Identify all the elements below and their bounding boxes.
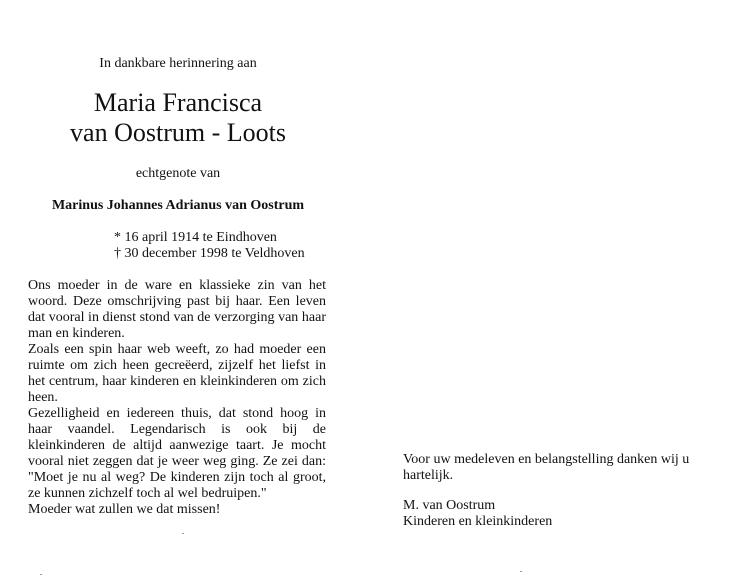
tribute-paragraph-2: Zoals een spin haar web weeft, zo had moeder een ruimte om zich heen gecreëerd, zijzelf het liefst in het centrum, haar kinderen en kleinkinderen om zich heen. (28, 342, 326, 405)
tribute-closing: Moeder wat zullen we dat missen! (28, 502, 221, 517)
deceased-name-line2: van Oostrum - Loots (70, 118, 286, 147)
deceased-name-line1: Maria Francisca (93, 88, 263, 117)
thanks-text: Voor uw medeleven en belangstelling danken wij u hartelijk. (403, 452, 690, 483)
death-date: † 30 december 1998 te Veldhoven (114, 246, 305, 261)
life-dates (114, 230, 334, 262)
memorial-left-panel (28, 0, 328, 581)
signature-line-2: Kinderen en kleinkinderen (403, 514, 553, 529)
tribute-paragraph-1: Ons moeder in de ware en klassieke zin van het woord. Deze omschrijving past bij haar. Een leven dat vooral in dienst stond van de verzorging van haar man en kinderen. (28, 278, 326, 341)
signature-line-1: M. van Oostrum (403, 498, 496, 513)
spouse-name: Marinus Johannes Adrianus van Oostrum (51, 198, 305, 213)
tribute-text (28, 278, 326, 518)
signature (403, 498, 703, 530)
scan-speck (520, 571, 522, 572)
spouse-label: echtgenote van (135, 166, 221, 181)
scan-speck (182, 533, 184, 534)
intro-text: In dankbare herinnering aan (99, 56, 257, 71)
tribute-paragraph-3: Gezelligheid en iedereen thuis, dat stond hoog in haar vaandel. Legendarisch is ook bij de kleinkinderen de altijd aanwezige taart. Je mocht vooral niet zeggen dat je weer weg ging. Ze zei dan: "Moet je nu al weg? De kinderen zijn toch al groot, ze kunnen zichzelf toch al wel bedruipen." (28, 406, 326, 501)
deceased-name (28, 88, 328, 148)
birth-date: * 16 april 1914 te Eindhoven (114, 230, 277, 245)
scan-speck (40, 574, 42, 575)
memorial-right-panel (403, 452, 703, 530)
